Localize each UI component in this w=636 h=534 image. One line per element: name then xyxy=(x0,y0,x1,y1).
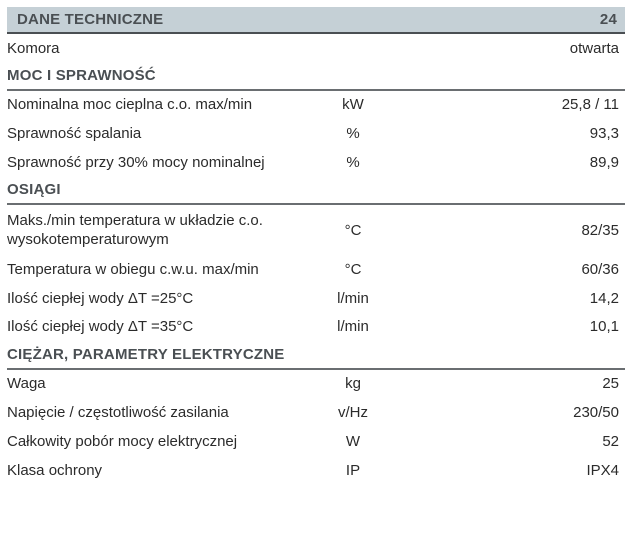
row-label: Waga xyxy=(7,375,46,393)
row-unit: kW xyxy=(342,96,364,114)
table-row xyxy=(7,370,625,399)
row-unit: IP xyxy=(345,461,361,479)
row-label: Maks./min temperatura w układzie c.o. wysokotemperaturowym xyxy=(7,212,263,249)
row-value: 10,1 xyxy=(589,318,619,336)
model-number: 24 xyxy=(599,11,617,28)
table-row xyxy=(7,284,625,313)
table-row xyxy=(7,148,625,177)
row-value: 230/50 xyxy=(573,404,619,422)
row-unit: kg xyxy=(345,375,361,393)
row-value: 52 xyxy=(602,432,619,450)
row-value: 25,8 / 11 xyxy=(561,96,619,114)
technical-data-table xyxy=(7,7,625,484)
row-unit: % xyxy=(346,153,360,171)
table-title-bar xyxy=(7,7,625,34)
row-unit: l/min xyxy=(337,289,369,307)
row-unit: °C xyxy=(344,260,362,278)
section-heading-performance: OSIĄGI xyxy=(7,177,625,206)
row-value: 25 xyxy=(602,375,619,393)
section-heading-electrical: CIĘŻAR, PARAMETRY ELEKTRYCZNE xyxy=(7,341,625,370)
row-value: 14,2 xyxy=(589,289,619,307)
row-label: Temperatura w obiegu c.w.u. max/min xyxy=(7,260,259,278)
row-unit: % xyxy=(346,125,360,143)
row-value: otwarta xyxy=(569,39,619,57)
section-heading-power: MOC I SPRAWNOŚĆ xyxy=(7,62,625,91)
row-label: Napięcie / częstotliwość zasilania xyxy=(7,404,229,422)
row-label: Komora xyxy=(7,39,60,57)
row-unit: W xyxy=(345,432,361,450)
table-row xyxy=(7,205,625,255)
row-value: IPX4 xyxy=(586,461,619,479)
row-label: Klasa ochrony xyxy=(7,461,103,479)
row-label: Ilość ciepłej wody ΔT =25°C xyxy=(7,289,194,307)
row-label: Nominalna moc cieplna c.o. max/min xyxy=(7,96,253,114)
row-unit: v/Hz xyxy=(338,404,368,422)
table-row xyxy=(7,255,625,284)
row-label: Całkowity pobór mocy elektrycznej xyxy=(7,432,238,450)
row-value: 82/35 xyxy=(581,221,619,239)
row-value: 60/36 xyxy=(581,260,619,278)
row-label: Sprawność spalania xyxy=(7,125,142,143)
row-label: Sprawność przy 30% mocy nominalnej xyxy=(7,153,265,171)
table-row-komora xyxy=(7,34,625,62)
row-value: 93,3 xyxy=(589,125,619,143)
table-row xyxy=(7,312,625,341)
table-row xyxy=(7,427,625,456)
table-row xyxy=(7,91,625,120)
row-unit: l/min xyxy=(337,318,369,336)
table-row xyxy=(7,398,625,427)
table-title: DANE TECHNICZNE xyxy=(17,11,164,28)
row-unit: °C xyxy=(344,221,362,239)
row-label: Ilość ciepłej wody ΔT =35°C xyxy=(7,318,194,336)
table-row xyxy=(7,119,625,148)
row-value: 89,9 xyxy=(589,153,619,171)
table-row xyxy=(7,456,625,485)
